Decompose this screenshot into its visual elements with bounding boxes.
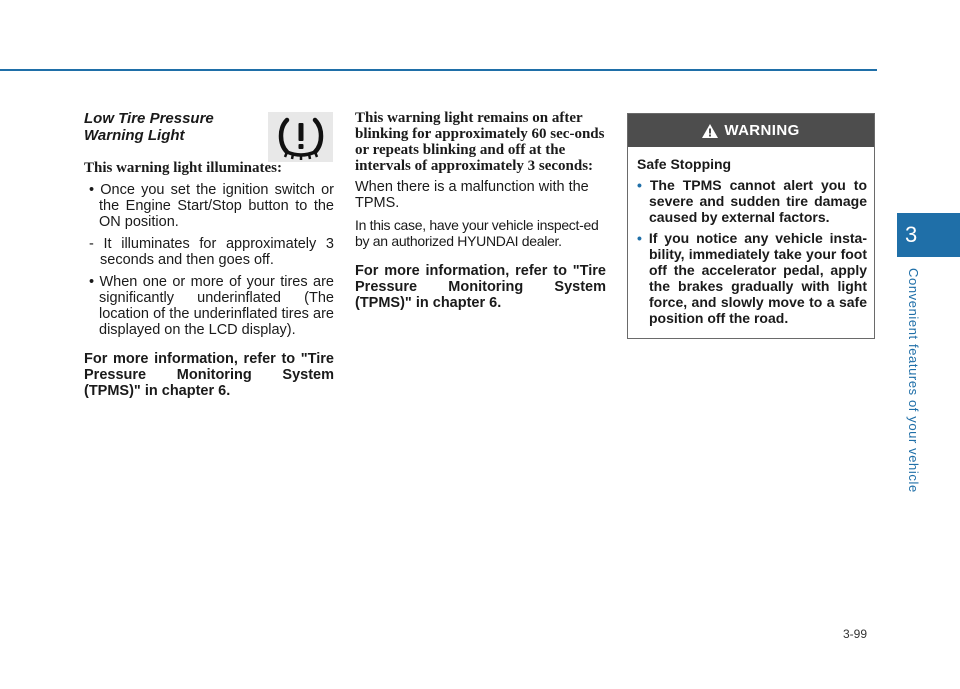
chapter-tab <box>897 213 960 257</box>
warning-box <box>627 113 875 339</box>
warning-header <box>628 114 874 147</box>
bullet-ignition: • Once you set the ignition switch or the Engine Start/Stop button to the ON position. <box>89 182 334 230</box>
chapter-label: Convenient features of your vehicle <box>906 268 921 493</box>
warning-item-1: • The TPMS cannot alert you to severe and sudden tire damage caused by external factors. <box>637 177 868 225</box>
malfunction-text: When there is a malfunction with the TPMS. <box>355 179 589 211</box>
chapter-number: 3 <box>905 222 918 247</box>
page-number: 3-99 <box>843 627 868 641</box>
bullet-underinflated: • When one or more of your tires are significantly underinflated (The location of the underinflated tires are displayed on the LCD display). <box>89 274 334 338</box>
warning-triangle-icon <box>702 124 718 138</box>
section-heading-line1: Low Tire Pressure <box>84 110 214 127</box>
intro-text: This warning light illuminates: <box>84 160 282 176</box>
section-heading-line2: Warning Light <box>84 127 185 144</box>
warning-subtitle: Safe Stopping <box>637 156 732 172</box>
dash-illuminates: - It illuminates for approximately 3 seconds and then goes off. <box>89 236 334 268</box>
more-info-text-2: For more information, refer to "Tire Pressure Monitoring System (TPMS)" in chapter 6. <box>355 263 606 311</box>
warning-body <box>628 147 874 326</box>
middle-column <box>355 110 606 311</box>
warning-title: WARNING <box>724 122 800 139</box>
warning-item-2: • If you notice any vehicle insta-bility, immediately take your foot off the accelerator pedal, apply the brakes gradually with light force, and slowly move to a safe position off the road. <box>637 230 867 326</box>
inspect-text: In this case, have your vehicle inspect-ed by an authorized HYUNDAI dealer. <box>355 217 599 249</box>
blinking-heading: This warning light remains on after blinking for approximately 60 sec-onds or repeats blinking and off at the intervals of approximately 3 seconds: <box>355 110 605 174</box>
more-info-text: For more information, refer to "Tire Pressure Monitoring System (TPMS)" in chapter 6. <box>84 351 334 399</box>
left-column <box>84 110 334 399</box>
top-rule <box>0 69 877 71</box>
